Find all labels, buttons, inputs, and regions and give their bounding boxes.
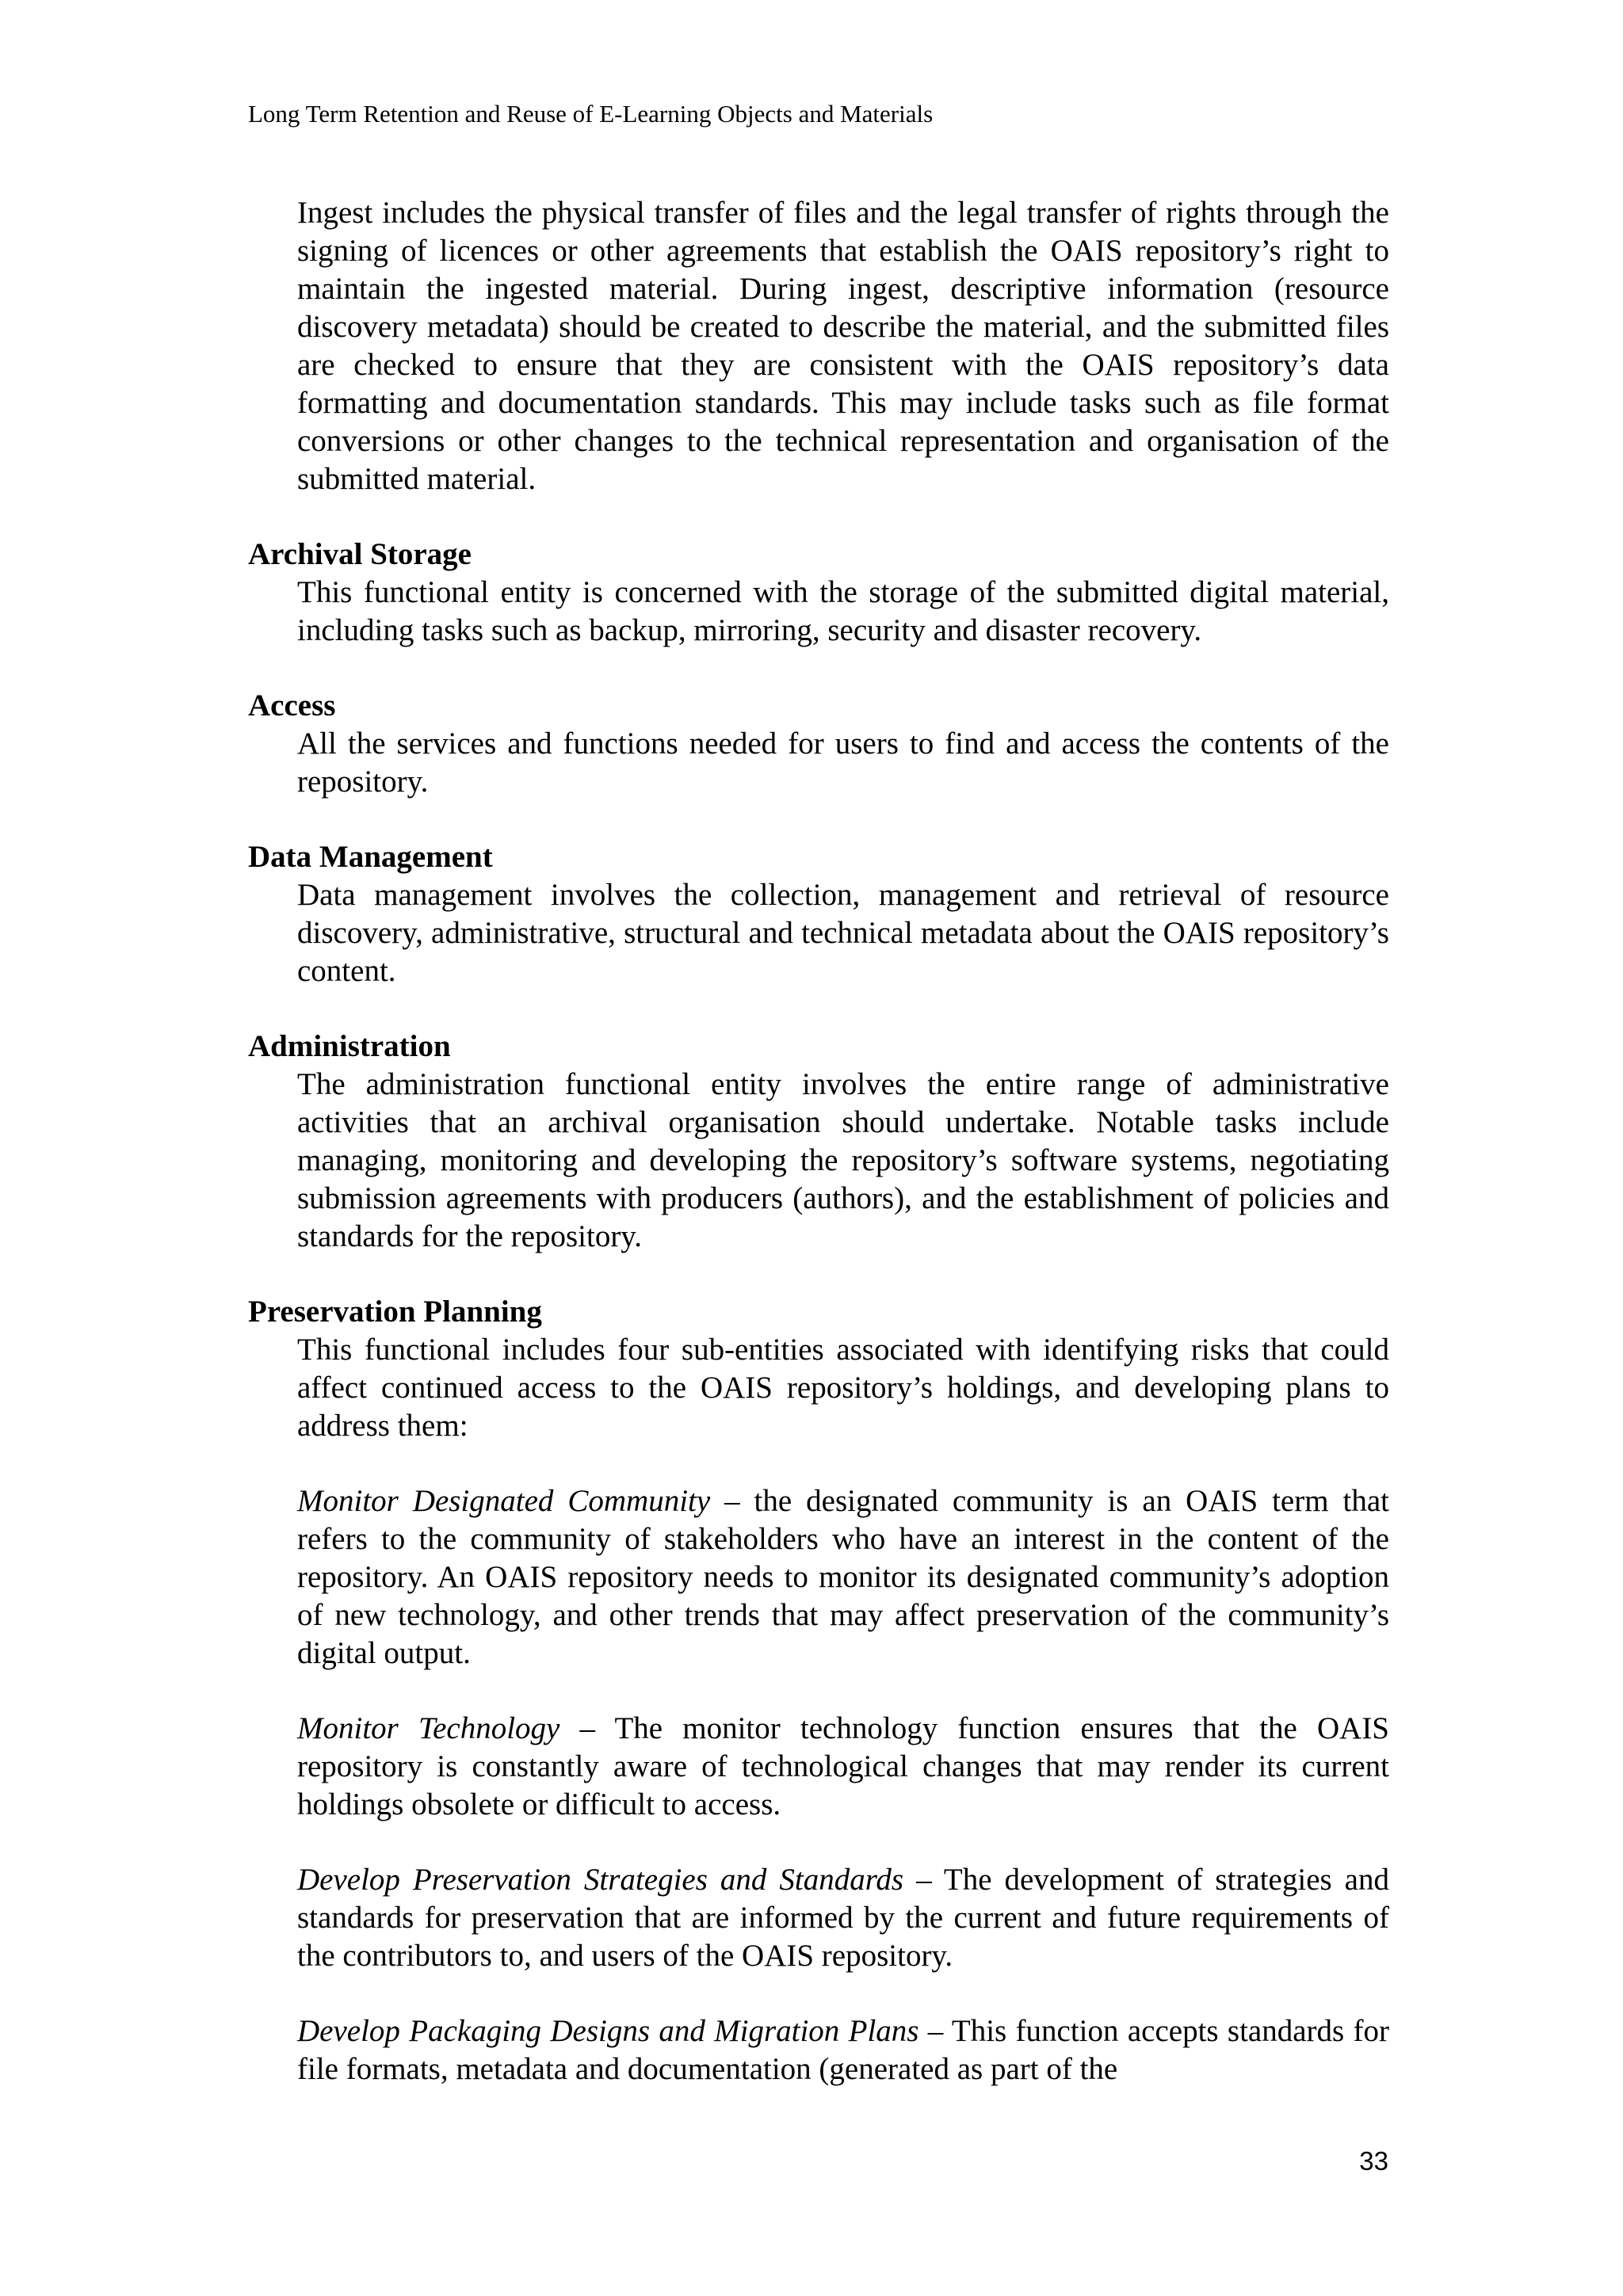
section-administration [248,1028,1389,1256]
section-text: This functional entity is concerned with the storage of the submitted digital material, including tasks such as backup, mirroring, security and disaster recovery. [297,575,1389,647]
document-body [248,194,1389,2088]
running-head: Long Term Retention and Reuse of E-Learning Objects and Materials [248,100,934,128]
sub-entity-term: Monitor Designated Community [297,1484,711,1518]
sub-entity-text: – This function accepts standards for file formats, metadata and documentation (generated as part of the [297,2014,1389,2086]
section-text: The administration functional entity involves the entire range of administrative activities that an archival organisation should undertake. Notable tasks include managing, monitoring and developing the repository’s software systems, negotiating submission agreements with producers (authors), and the establishment of policies and standards for the repository. [297,1067,1389,1253]
section-text: All the services and functions needed for users to find and access the contents of the repository. [297,727,1389,799]
section-data-management [248,838,1389,990]
sub-entity-text: – the designated community is an OAIS term that refers to the community of stakeholders who have an interest in the content of the repository. An OAIS repository needs to monitor its designated community’s adoption of new technology, and other trends that may affect preservation of the community’s digital output. [297,1484,1389,1670]
sub-entity-text: – The development of strategies and standards for preservation that are informed by the current and future requirements of the contributors to, and users of the OAIS repository. [297,1863,1389,1973]
section-access [248,687,1389,801]
page-number: 33 [1359,2146,1388,2176]
section-heading: Access [248,688,336,723]
section-text: This functional includes four sub-entities associated with identifying risks that could affect continued access to the OAIS repository’s holdings, and developing plans to address them: [297,1333,1389,1443]
section-heading: Preservation Planning [248,1295,542,1329]
intro-paragraph: Ingest includes the physical transfer of files and the legal transfer of rights through the signing of licences or other agreements that establish the OAIS repository’s right to maintain the ingested material. During ingest, descriptive information (resource discovery metadata) should be created to describe the material, and the submitted files are checked to ensure that they are consistent with the OAIS repository’s data formatting and documentation standards. This may include tasks such as file format conversions or other changes to the technical representation and organisation of the submitted material. [297,196,1389,496]
section-heading: Administration [248,1029,451,1063]
sub-entity-term: Develop Preservation Strategies and Standards [297,1863,904,1897]
sub-entity-monitor-technology [297,1710,1389,1824]
section-preservation-planning [248,1293,1389,2088]
sub-entity-develop-preservation-strategies [297,1861,1389,1975]
section-heading: Archival Storage [248,537,472,571]
sub-entity-text: – The monitor technology function ensures that the OAIS repository is constantly aware of technological changes that may render its current holdings obsolete or difficult to access. [297,1711,1390,1821]
sub-entity-monitor-designated-community [297,1482,1389,1672]
section-archival-storage [248,536,1389,650]
section-heading: Data Management [248,840,493,874]
sub-entity-develop-packaging-designs [297,2012,1389,2088]
section-text: Data management involves the collection, management and retrieval of resource discovery, administrative, structural and technical metadata about the OAIS repository’s content. [297,878,1389,988]
sub-entity-term: Develop Packaging Designs and Migration Plans [297,2014,919,2048]
sub-entity-term: Monitor Technology [297,1711,560,1745]
